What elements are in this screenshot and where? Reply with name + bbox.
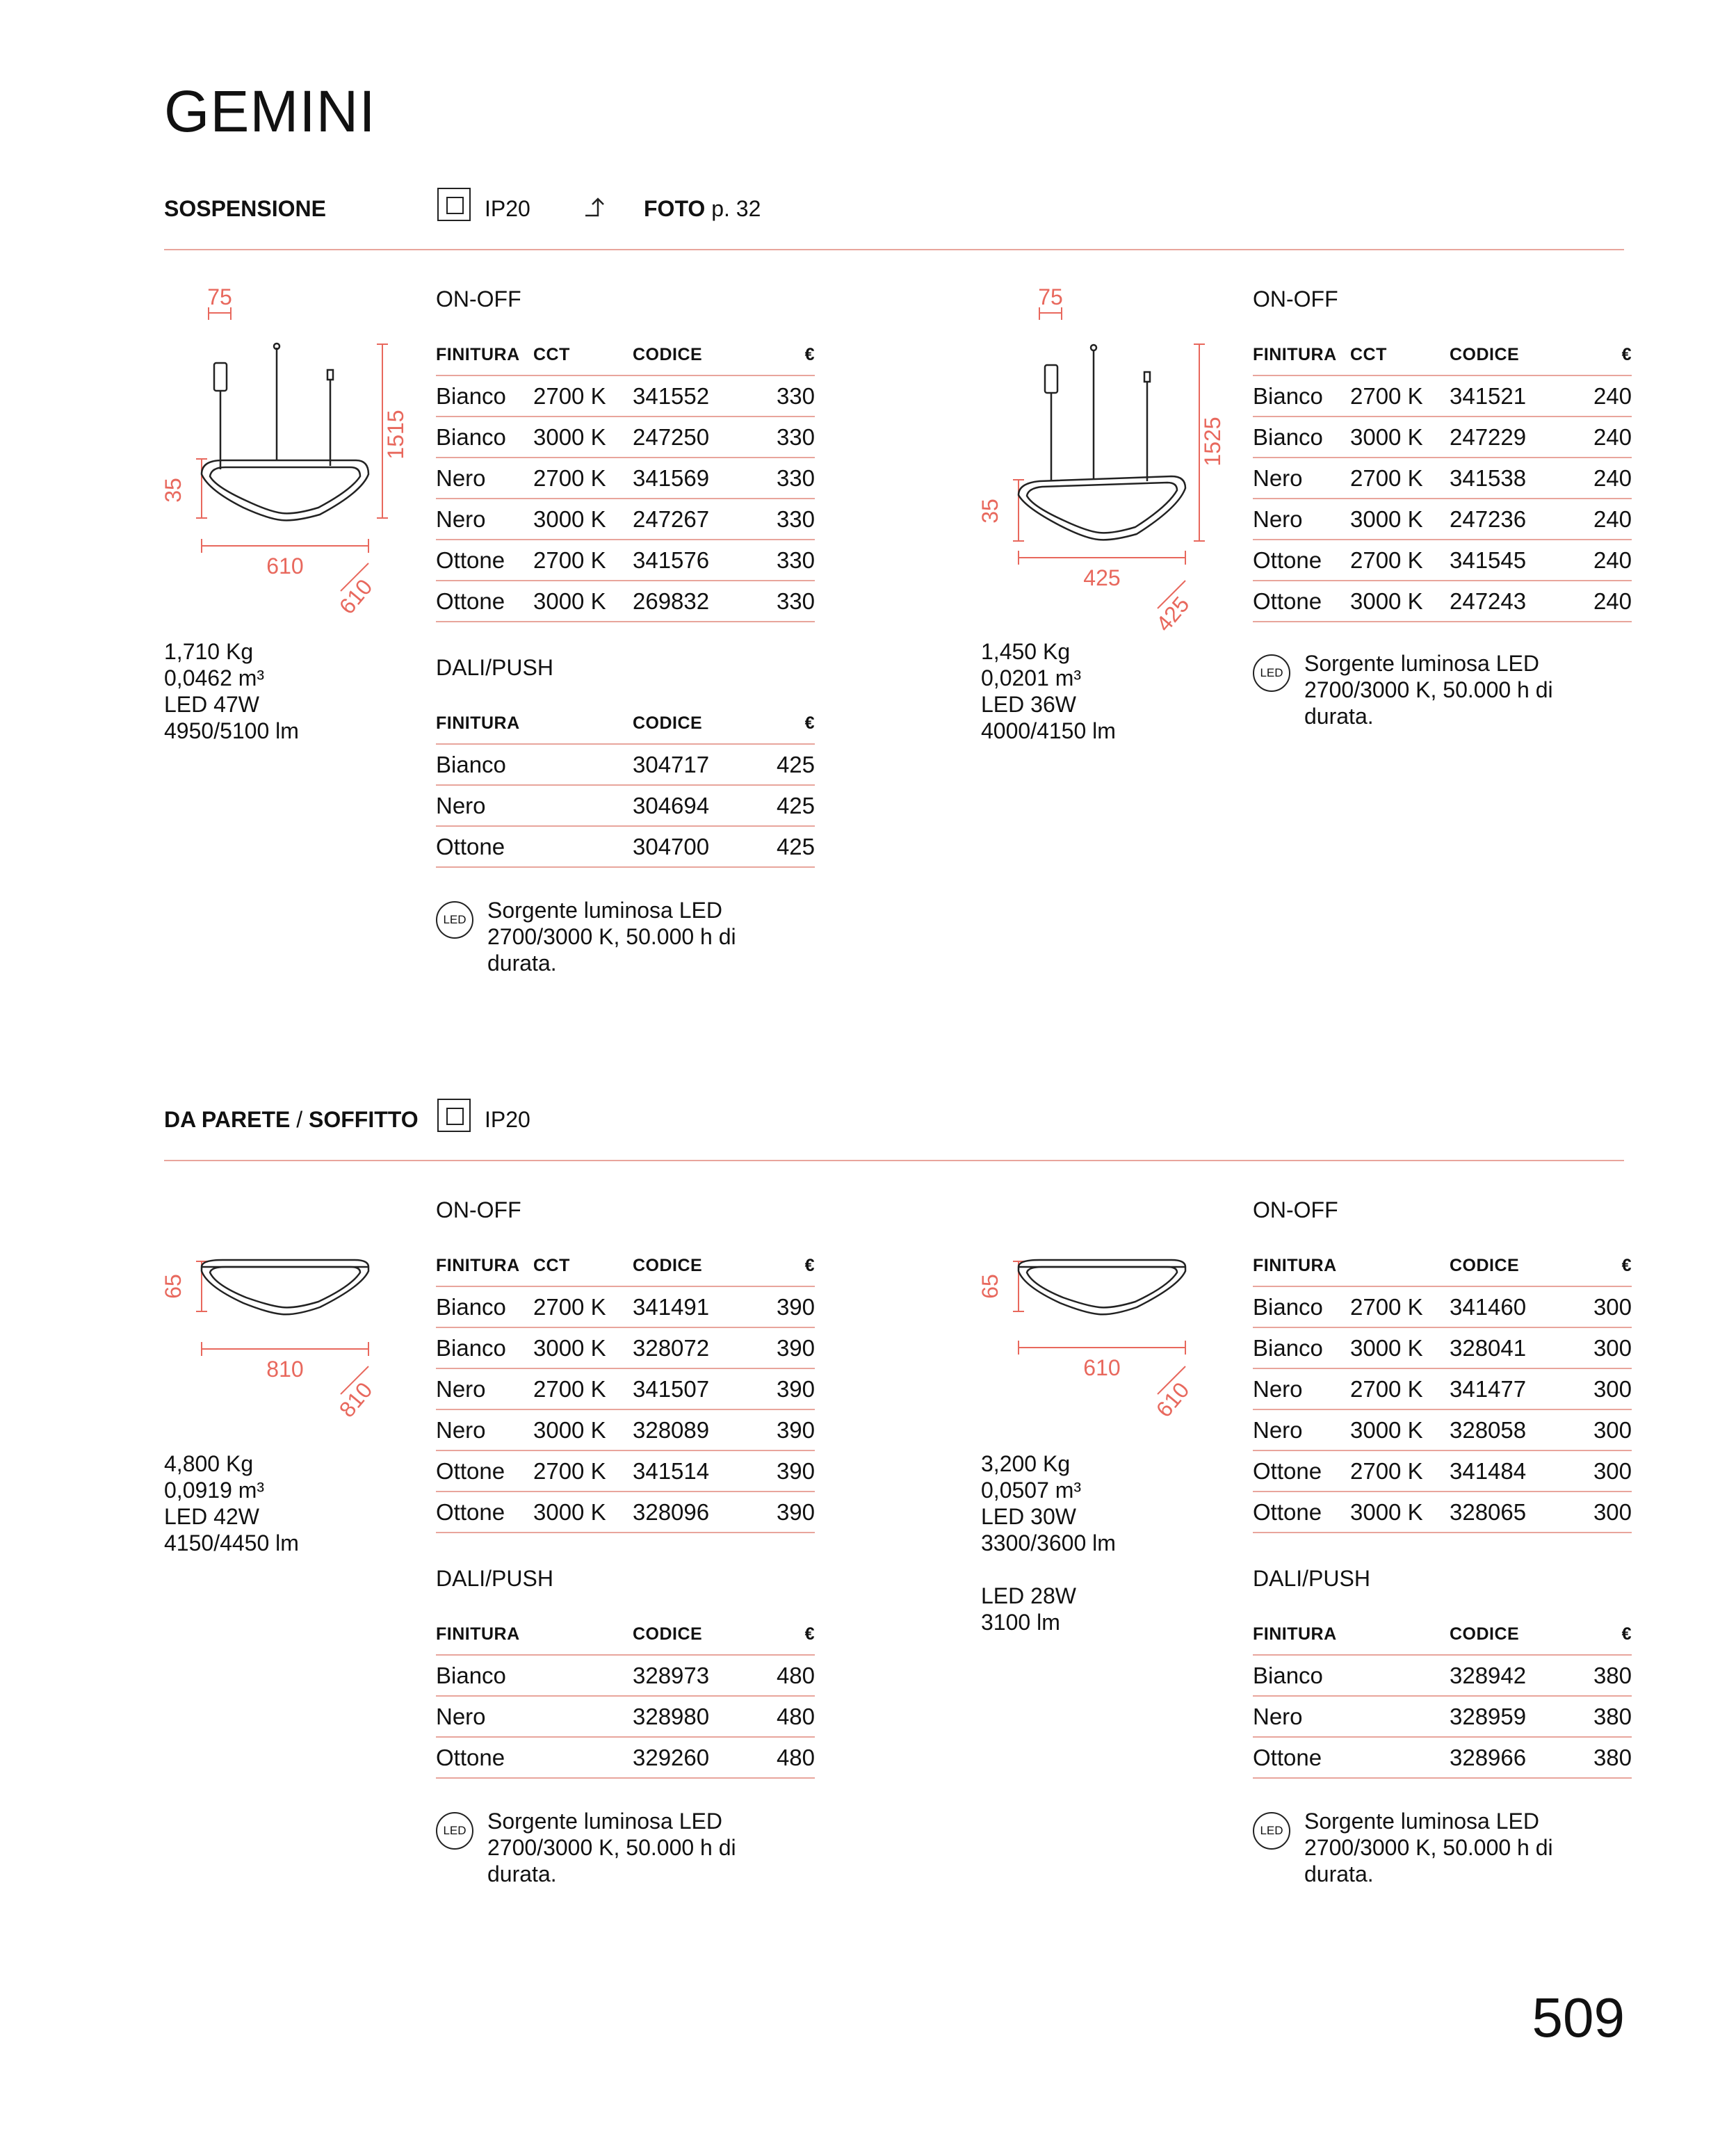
ip-rating-text: IP20	[485, 1107, 530, 1132]
dim-body: 35	[161, 478, 186, 503]
price-table-dali	[436, 1615, 815, 1779]
product-specs: 1,450 Kg 0,0201 m³ LED 36W 4000/4150 lm	[981, 639, 1116, 743]
led-note-text: Sorgente luminosa LED 2700/3000 K, 50.000 h di durata.	[487, 1809, 736, 1886]
table-row: Bianco 2700 K 341491 390	[436, 1286, 815, 1327]
section-label: DA PARETE / SOFFITTO	[164, 1107, 419, 1132]
table-row: Nero 2700 K 341477 300	[1253, 1368, 1632, 1409]
led-note	[436, 897, 815, 976]
dim-width: 810	[266, 1357, 304, 1382]
table-row: Ottone 2700 K 341545 240	[1253, 540, 1632, 581]
table-header-row: FINITURA CCT CODICE €	[1253, 335, 1632, 375]
led-note-text: Sorgente luminosa LED 2700/3000 K, 50.000 h di durata.	[487, 898, 736, 976]
product-drawing-ceiling-810	[153, 1252, 417, 1432]
dali-push-label: DALI/PUSH	[436, 655, 553, 680]
table-row: Ottone 329260 480	[436, 1737, 815, 1778]
product-drawing-suspension-425	[970, 278, 1234, 640]
section-header-parete-soffitto	[164, 1099, 1624, 1140]
section-divider	[164, 249, 1624, 250]
table-row: Bianco 2700 K 341521 240	[1253, 375, 1632, 417]
dim-top: 75	[1038, 284, 1063, 309]
table-row: Nero 3000 K 247236 240	[1253, 499, 1632, 540]
table-row: Nero 328959 380	[1253, 1696, 1632, 1737]
table-row: Ottone 328966 380	[1253, 1737, 1632, 1778]
table-row: Nero 2700 K 341507 390	[436, 1368, 815, 1409]
dim-width: 610	[266, 553, 304, 579]
table-row: Nero 328980 480	[436, 1696, 815, 1737]
section-divider	[164, 1160, 1624, 1161]
table-row: Bianco 2700 K 341552 330	[436, 375, 815, 417]
dim-depth: 425	[1151, 591, 1194, 636]
table-row: Ottone 2700 K 341514 390	[436, 1450, 815, 1492]
ip-rating-text: IP20	[485, 196, 530, 221]
table-row: Bianco 3000 K 328072 390	[436, 1327, 815, 1368]
on-off-label: ON-OFF	[1253, 1197, 1338, 1222]
on-off-label: ON-OFF	[436, 286, 521, 312]
section-label: SOSPENSIONE	[164, 196, 326, 221]
table-row: Ottone 3000 K 247243 240	[1253, 581, 1632, 622]
dim-depth: 810	[334, 1377, 378, 1422]
led-icon: LED	[1253, 1812, 1290, 1850]
dim-height: 1515	[383, 410, 408, 460]
price-table-on-off	[436, 335, 815, 622]
dim-width: 425	[1083, 565, 1121, 590]
table-header-row: FINITURA CCT CODICE €	[436, 335, 815, 375]
table-header-row: FINITURA CODICE €	[1253, 1615, 1632, 1655]
table-row: Bianco 328942 380	[1253, 1655, 1632, 1696]
table-row: Bianco 304717 425	[436, 744, 815, 785]
table-row: Ottone 3000 K 328096 390	[436, 1492, 815, 1533]
table-row: Nero 304694 425	[436, 785, 815, 826]
led-note	[1253, 650, 1632, 727]
product-specs: 4,800 Kg 0,0919 m³ LED 42W 4150/4450 lm	[164, 1451, 299, 1555]
dim-depth: 610	[334, 574, 378, 619]
product-specs: 1,710 Kg 0,0462 m³ LED 47W 4950/5100 lm	[164, 639, 299, 743]
price-table-dali	[436, 704, 815, 868]
section-header-sospensione	[164, 188, 1624, 229]
table-row: Bianco 3000 K 328041 300	[1253, 1327, 1632, 1368]
dim-width: 610	[1083, 1355, 1121, 1380]
ip-rating-icon	[437, 1099, 471, 1132]
led-note	[436, 1808, 815, 1884]
led-note-text: Sorgente luminosa LED 2700/3000 K, 50.000 h di durata.	[1304, 651, 1553, 729]
table-row: Nero 2700 K 341569 330	[436, 458, 815, 499]
led-note-text: Sorgente luminosa LED 2700/3000 K, 50.000 h di durata.	[1304, 1809, 1553, 1886]
dim-depth: 610	[1151, 1377, 1194, 1422]
dim-body: 65	[161, 1274, 186, 1299]
dim-body: 35	[977, 499, 1003, 524]
on-off-label: ON-OFF	[436, 1197, 521, 1222]
page-title: GEMINI	[164, 79, 376, 144]
price-table-on-off	[1253, 1246, 1632, 1533]
led-note	[1253, 1808, 1632, 1884]
price-table-dali	[1253, 1615, 1632, 1779]
price-table-on-off	[1253, 335, 1632, 622]
table-header-row: FINITURA CODICE €	[436, 1615, 815, 1655]
table-row: Ottone 304700 425	[436, 826, 815, 867]
table-row: Bianco 3000 K 247229 240	[1253, 417, 1632, 458]
table-row: Bianco 328973 480	[436, 1655, 815, 1696]
table-row: Bianco 2700 K 341460 300	[1253, 1286, 1632, 1327]
table-row: Bianco 3000 K 247250 330	[436, 417, 815, 458]
dali-push-label: DALI/PUSH	[1253, 1566, 1370, 1591]
arrow-link-icon	[584, 188, 612, 236]
price-table-on-off	[436, 1246, 815, 1533]
table-row: Nero 2700 K 341538 240	[1253, 458, 1632, 499]
table-row: Nero 3000 K 247267 330	[436, 499, 815, 540]
ip-rating-icon	[437, 188, 471, 221]
dim-body: 65	[977, 1274, 1003, 1299]
dali-push-label: DALI/PUSH	[436, 1566, 553, 1591]
dim-height: 1525	[1200, 417, 1225, 467]
table-header-row: FINITURA CODICE €	[436, 704, 815, 744]
on-off-label: ON-OFF	[1253, 286, 1338, 312]
table-row: Ottone 3000 K 328065 300	[1253, 1492, 1632, 1533]
page-number: 509	[1532, 1987, 1625, 2048]
table-header-row: FINITURA CODICE €	[1253, 1246, 1632, 1286]
table-row: Nero 3000 K 328089 390	[436, 1409, 815, 1450]
led-icon: LED	[436, 901, 473, 939]
table-row: Ottone 2700 K 341484 300	[1253, 1450, 1632, 1492]
table-header-row: FINITURA CCT CODICE €	[436, 1246, 815, 1286]
table-row: Ottone 2700 K 341576 330	[436, 540, 815, 581]
product-drawing-suspension-610	[153, 278, 417, 626]
led-icon: LED	[1253, 654, 1290, 692]
product-specs: 3,200 Kg 0,0507 m³ LED 30W 3300/3600 lm LED 28W 3100 lm	[981, 1451, 1116, 1635]
foto-link[interactable]: FOTO p. 32	[644, 196, 761, 221]
led-icon: LED	[436, 1812, 473, 1850]
table-row: Ottone 3000 K 269832 330	[436, 581, 815, 622]
product-drawing-ceiling-610	[970, 1252, 1234, 1432]
table-row: Nero 3000 K 328058 300	[1253, 1409, 1632, 1450]
dim-top: 75	[207, 284, 232, 309]
